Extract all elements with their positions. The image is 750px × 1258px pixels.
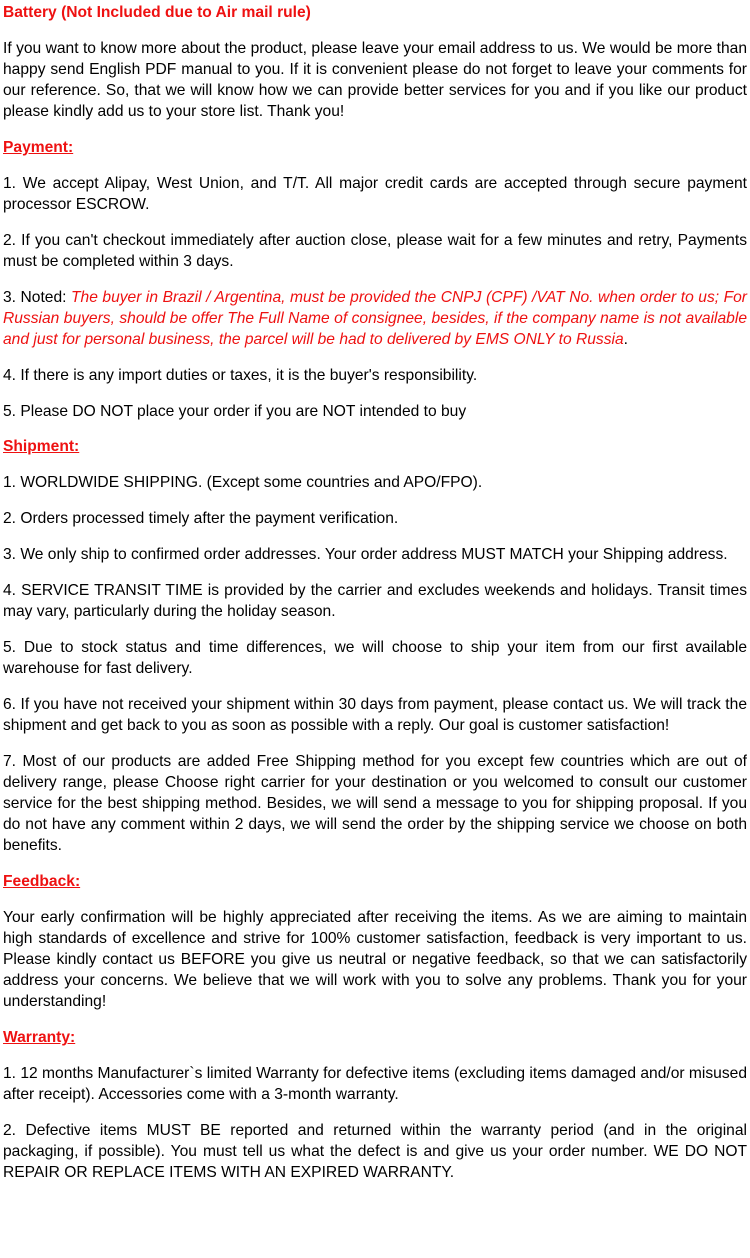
warranty-item-1: 1. 12 months Manufacturer`s limited Warranty for defective items (excluding items damaged and/or misused after receipt). Accessories come with a 3-month warranty. xyxy=(3,1065,747,1103)
feedback-text: Your early confirmation will be highly appreciated after receiving the items. As we are aiming to maintain high standards of excellence and strive for 100% customer satisfaction, feedback is very important to us. Please kindly contact us BEFORE you give us neutral or negative feedback, so that we can satisfactorily address your concerns. We believe that we will work with you to solve any problems. Thank you for your understanding! xyxy=(3,909,747,1010)
payment-item-3-prefix: 3. Noted: xyxy=(3,289,71,306)
payment-item-3 xyxy=(3,287,747,350)
intro-paragraph: If you want to know more about the product, please leave your email address to us. We would be more than happy send English PDF manual to you. If it is convenient please do not forget to leave your comments for our reference. So, that we will know how we can provide better services for you and if you like our product please kindly add us to your store list. Thank you! xyxy=(3,40,747,120)
battery-heading: Battery (Not Included due to Air mail rule) xyxy=(3,4,311,21)
shipment-item-4: 4. SERVICE TRANSIT TIME is provided by the carrier and excludes weekends and holidays. Transit times may vary, particularly during the holiday season. xyxy=(3,582,747,620)
payment-item-2: 2. If you can't checkout immediately after auction close, please wait for a few minutes and retry, Payments must be completed within 3 days. xyxy=(3,232,747,270)
shipment-item-5: 5. Due to stock status and time differences, we will choose to ship your item from our first available warehouse for fast delivery. xyxy=(3,639,747,677)
warranty-heading: Warranty: xyxy=(3,1029,76,1046)
shipment-item-1: 1. WORLDWIDE SHIPPING. (Except some countries and APO/FPO). xyxy=(3,474,483,491)
payment-item-1: 1. We accept Alipay, West Union, and T/T. All major credit cards are accepted through secure payment processor ESCROW. xyxy=(3,175,747,213)
shipment-item-6: 6. If you have not received your shipment within 30 days from payment, please contact us. We will track the shipment and get back to you as soon as possible with a reply. Our goal is customer satisfaction! xyxy=(3,696,747,734)
payment-item-5: 5. Please DO NOT place your order if you are NOT intended to buy xyxy=(3,403,467,420)
warranty-item-2: 2. Defective items MUST BE reported and returned within the warranty period (and in the original packaging, if possible). You must tell us what the defect is and give us your order number. WE DO NOT REPAIR OR REPLACE ITEMS WITH AN EXPIRED WARRANTY. xyxy=(3,1122,747,1181)
feedback-heading: Feedback: xyxy=(3,873,81,890)
shipment-item-2: 2. Orders processed timely after the payment verification. xyxy=(3,510,399,527)
payment-heading: Payment: xyxy=(3,139,74,156)
shipment-item-3: 3. We only ship to confirmed order addresses. Your order address MUST MATCH your Shipping address. xyxy=(3,546,728,563)
shipment-heading: Shipment: xyxy=(3,438,80,455)
payment-item-3-suffix: . xyxy=(623,331,628,348)
payment-item-3-notice: The buyer in Brazil / Argentina, must be provided the CNPJ (CPF) /VAT No. when order to us; For Russian buyers, should be offer The Full Name of consignee, besides, if the company name is not available and just for personal business, the parcel will be had to delivered by EMS ONLY to Russia xyxy=(3,289,747,348)
shipment-item-7: 7. Most of our products are added Free Shipping method for you except few countries which are out of delivery range, please Choose right carrier for your destination or you welcomed to consult our customer service for the best shipping method. Besides, we will send a message to you for shipping proposal. If you do not have any comment within 2 days, we will send the order by the shipping service we choose on both benefits. xyxy=(3,753,747,854)
payment-item-4: 4. If there is any import duties or taxes, it is the buyer's responsibility. xyxy=(3,367,478,384)
